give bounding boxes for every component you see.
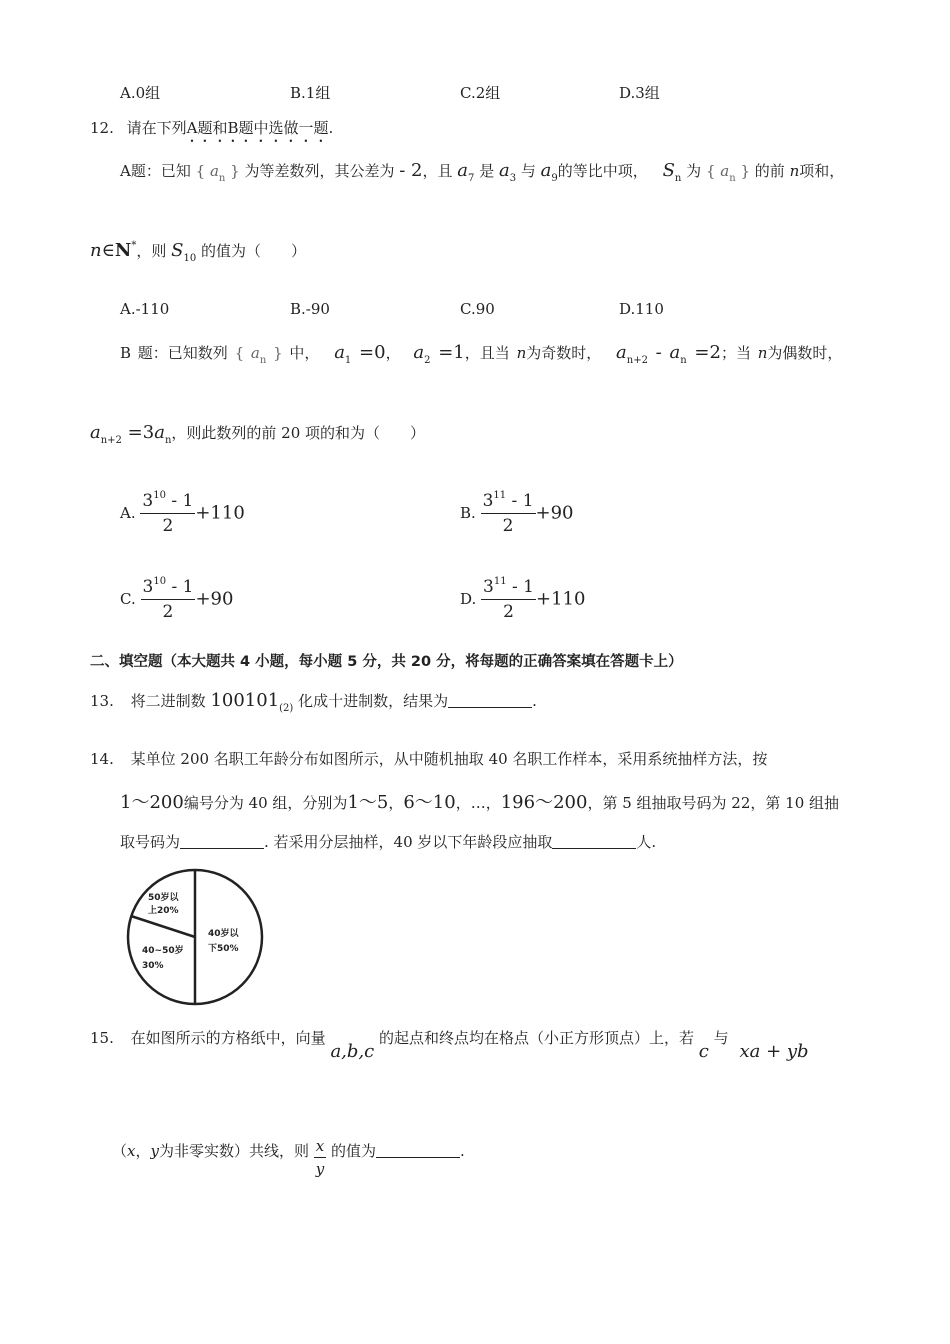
q11-option-a: A.0组 [120,84,161,102]
q12-a-line2 [90,240,306,264]
pie-label-over50-pct: 上20% [148,906,179,916]
vector-c: c [698,1041,709,1062]
q12-a-text: 与 [520,162,536,180]
q15-line1 [90,1027,809,1062]
q12-a-option-b: B.-90 [290,300,330,318]
section-heading: 二、填空题（本大题共 4 小题，每小题 5 分，共 20 分，将每题的正确答案填在答题卡上） [90,654,683,670]
recurrence-odd: $a_{n+2} - a_n =2$ [616,342,721,366]
q14-line3: 取号码为 . 若采用分层抽样，40 岁以下年龄段应抽取 人. [120,833,657,851]
q11-option-c: C.2组 [460,84,501,102]
q12-b-text: 为偶数时， [767,344,843,362]
q12-a-text: 项和， [799,162,845,180]
q15-text: 与 [713,1029,729,1047]
q12-a-text: 为等差数列，其公差为 [244,162,395,180]
q12-a-option-d: D.110 [619,300,664,318]
q13-text: 化成十进制数，结果为 [298,692,449,710]
answer-blank[interactable] [180,834,264,849]
q12-b-line1: B 题：已知数列 { $a_n$ } 中， $a_1 =0$， $a_2 =1$，且当 n为奇数时， $a_{n+2} - a_n =2$；当 n为偶数时， [120,342,843,366]
sn: $S_n$ [662,160,682,184]
q12-b-label: B 题：已知数列 [120,344,228,362]
q14-text: 某单位 200 名职工年龄分布如图所示，从中随机抽取 40 名职工作样本，采用系统抽样方法，按 [130,750,768,768]
q12-stem [90,117,333,146]
q12-b-text: ，则此数列的前 20 项的和为（ ） [171,424,426,442]
pie-label-under40: 40岁以 [208,929,239,939]
seq-an: { $a_n$ } [705,162,750,184]
pie-label-under40-pct: 下50% [208,944,239,954]
age-pie-chart [122,866,268,1008]
q15-text: 的起点和终点均在格点（小正方形顶点）上，若 [379,1029,695,1047]
a3: $a_3$ [498,160,517,184]
q15-number: 15. [90,1029,114,1047]
q14-line2: 1～200编号分为 40 组，分别为1～5，6～10，…，196～200，第 5 组抽取号码为 22，第 10 组抽 [120,792,840,813]
q12-a-label: A题：已知 [120,162,191,180]
q12-a-text: 的值为（ ） [201,242,307,260]
common-difference: - 2 [399,160,423,181]
q12-a-text: ，则 [136,242,167,260]
binary-number: $100101_{(2)}$ [210,690,294,714]
q12-b-text: ；当 [720,344,751,362]
q12-a-text: 的等比中项， [557,162,648,180]
x-over-y: $\frac{x}{y}$ [315,1137,325,1178]
answer-blank[interactable] [552,834,636,849]
q12-a-option-c: C.90 [460,300,495,318]
answer-blank[interactable] [376,1143,460,1158]
a2-eq: $a_2 =1$ [413,342,465,366]
q12-b-option-d: D. $\frac{3^{11} - 1}{2}$ +110 [460,576,586,622]
q12-a-text: 的前 [754,162,785,180]
seq-an: { $a_n$ } [234,344,283,366]
q12-number: 12. [90,119,114,137]
q14-number: 14. [90,750,114,768]
q12-a-text: 是 [479,162,495,180]
a7: $a_7$ [457,160,475,184]
q12-stem-end: . [328,119,334,137]
q13-number: 13. [90,692,114,710]
q13-text: 将二进制数 [130,692,206,710]
vectors-abc: a,b,c [330,1041,375,1062]
q14-line1 [90,748,767,769]
q15-line2: （x，y为非零实数）共线，则 $\frac{x}{y}$ 的值为 . [112,1137,465,1178]
q12-b-line2 [90,422,425,446]
q12-b-option-b: B. $\frac{3^{11} - 1}{2}$ +90 [460,490,574,536]
q12-a-text: ，且 [422,162,453,180]
recurrence-even: $a_{n+2} =3a_n$ [90,422,172,446]
s10: $S_{10}$ [171,240,197,264]
pie-label-over50: 50岁以 [148,893,179,903]
answer-blank[interactable] [448,693,532,708]
q12-b-text: 中， [289,344,320,362]
q12-b-option-c: C. $\frac{3^{10} - 1}{2}$ +90 [120,576,234,622]
q13: 13. 将二进制数 $100101_{(2)}$ 化成十进制数，结果为 . [90,690,537,714]
q12-b-text: 为奇数时， [526,344,602,362]
a1-eq: $a_1 =0$ [334,342,386,366]
q12-b-text: ， [385,344,401,362]
q12-b-text: ，且当 [464,344,510,362]
q15-text: 在如图所示的方格纸中，向量 [130,1029,326,1047]
q12-a-line1: A题：已知 { $a_n$ } 为等差数列，其公差为 - 2，且 $a_7$ 是 $a_3$ 与 $a_9$的等比中项， $S_n$ 为 { $a_n$ } 的前 n项和， [120,160,845,184]
seq-an: { $a_n$ } [195,162,240,184]
vector-expression: xa + yb [739,1041,809,1062]
q11-option-b: B.1组 [290,84,331,102]
pie-label-40to50-pct: 30% [142,961,164,971]
n-in-N: n∈N* [90,240,137,261]
pie-label-40to50: 40~50岁 [142,946,184,956]
q11-option-d: D.3组 [619,84,660,102]
q12-stem-text: 请在下列 [126,119,187,137]
q12-a-option-a: A.-110 [120,300,170,318]
q12-b-option-a: A. $\frac{3^{10} - 1}{2}$ +110 [120,490,245,536]
q12-stem-emphasis: A题和B题中选做一题 [186,119,329,137]
a9: $a_9$ [540,160,558,184]
q12-a-text: 为 [686,162,702,180]
